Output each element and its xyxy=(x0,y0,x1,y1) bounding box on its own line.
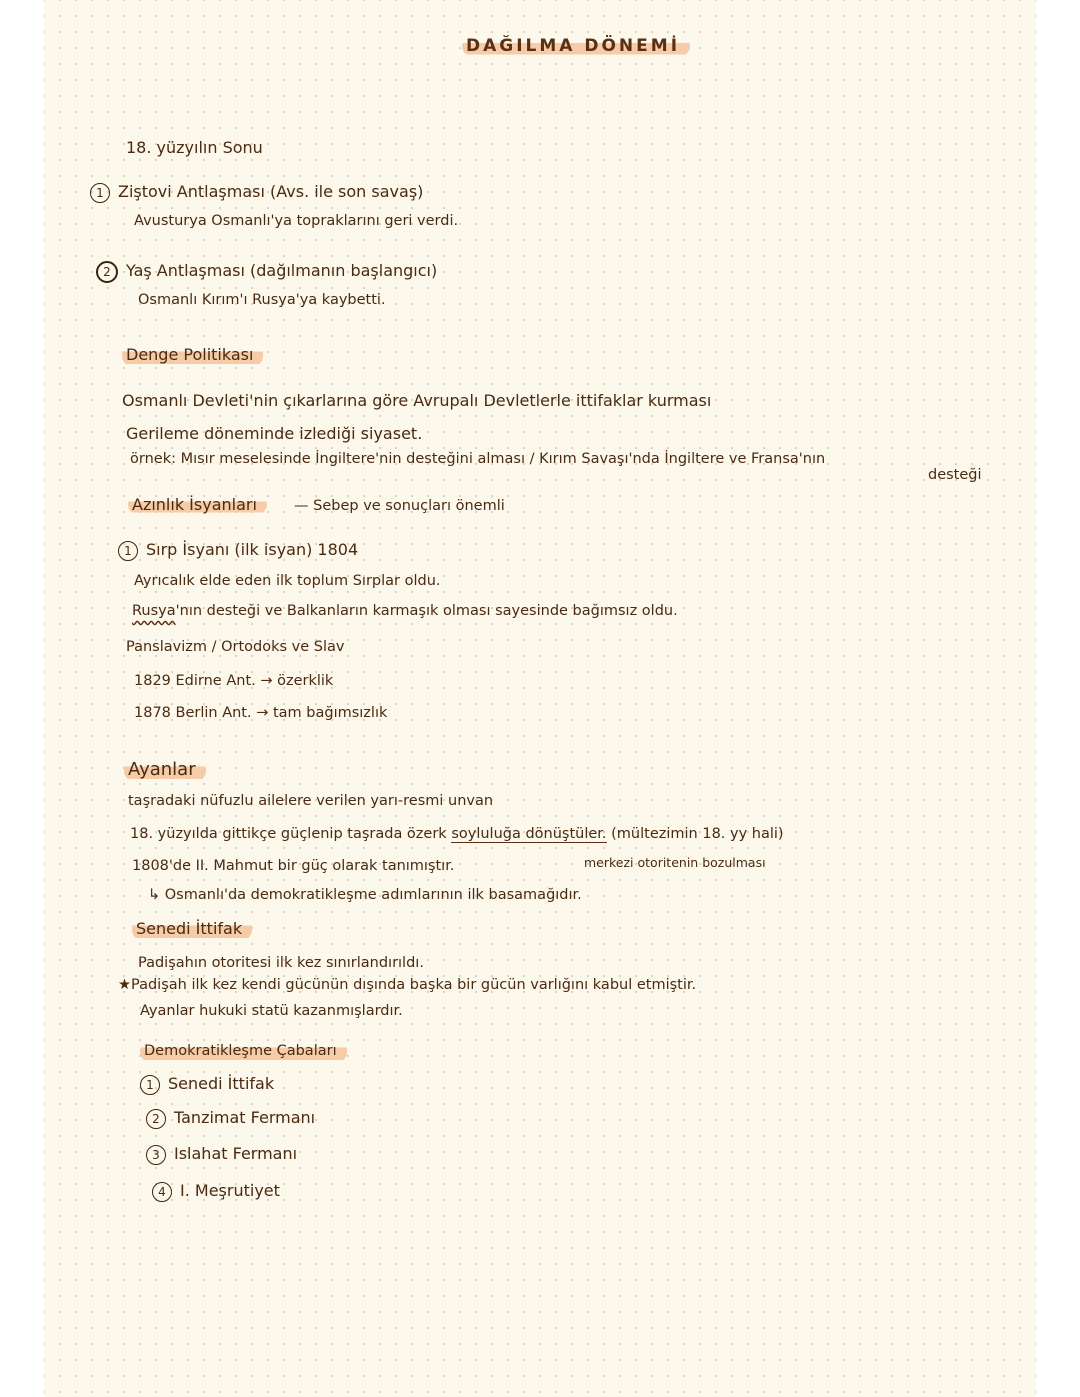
text-fragment: (mültezimin 18. yy hali) xyxy=(606,826,784,842)
text-line: Ayanlar hukuki statü kazanmışlardır. xyxy=(140,1003,403,1019)
number-badge: 1 xyxy=(118,541,138,561)
text-line: 1829 Edirne Ant. → özerklik xyxy=(134,673,334,689)
revolt-heading xyxy=(118,539,358,561)
list-item xyxy=(152,1180,280,1202)
treaty-1 xyxy=(90,181,423,203)
number-badge: 1 xyxy=(140,1075,160,1095)
section-heading-sened: Senedi İttifak xyxy=(132,918,252,940)
text-line: Gerileme döneminde izlediği siyaset. xyxy=(126,424,423,443)
text-line: Panslavizm / Ortodoks ve Slav xyxy=(126,639,345,655)
page-title: DAĞILMA DÖNEMİ xyxy=(462,36,690,56)
section-heading-azinlik: Azınlık İsyanları xyxy=(128,495,267,514)
text-fragment: 18. yüzyılda gittikçe güçlenip taşrada özerk xyxy=(130,826,452,842)
list-item-label: Tanzimat Fermanı xyxy=(174,1108,316,1127)
section-heading-demokrat: Demokratikleşme Çabaları xyxy=(140,1040,347,1062)
list-item-label: Senedi İttifak xyxy=(168,1074,275,1093)
revolt-title: Sırp İsyanı (ilk isyan) 1804 xyxy=(146,540,359,559)
text-line: Padişahın otoritesi ilk kez sınırlandırıldı. xyxy=(138,955,424,971)
text-line: ↳ Osmanlı'da demokratikleşme adımlarının ilk basamağıdır. xyxy=(148,887,582,903)
text-line: Osmanlı Devleti'nin çıkarlarına göre Avrupalı Devletlerle ittifaklar kurması xyxy=(122,391,712,410)
text-fragment: 'nın desteği ve Balkanların karmaşık olması sayesinde bağımsız oldu. xyxy=(175,603,678,619)
section-heading-ayanlar: Ayanlar xyxy=(124,759,206,781)
text-line xyxy=(132,600,678,622)
example-line-end: desteği xyxy=(928,467,982,483)
text-line: ★Padişah ilk kez kendi gücünün dışında başka bir gücün varlığını kabul etmiştir. xyxy=(118,977,697,993)
side-note: merkezi otoritenin bozulması xyxy=(584,855,766,870)
list-item-label: I. Meşrutiyet xyxy=(180,1181,280,1200)
text-line: taşradaki nüfuzlu ailelere verilen yarı-resmi unvan xyxy=(128,793,494,809)
treaty-note: Osmanlı Kırım'ı Rusya'ya kaybetti. xyxy=(138,292,386,308)
underlined-word: Rusya xyxy=(132,603,176,619)
treaty-2 xyxy=(96,260,437,283)
number-badge: 4 xyxy=(152,1182,172,1202)
era-heading: 18. yüzyılın Sonu xyxy=(126,138,263,157)
treaty-note: Avusturya Osmanlı'ya topraklarını geri verdi. xyxy=(134,213,459,229)
treaty-name: Yaş Antlaşması (dağılmanın başlangıcı) xyxy=(126,261,438,280)
underlined-phrase: soyluluğa dönüştüler. xyxy=(451,826,607,842)
heading-note: — Sebep ve sonuçları önemli xyxy=(294,498,505,514)
list-item xyxy=(146,1143,297,1165)
text-line: Ayrıcalık elde eden ilk toplum Sırplar oldu. xyxy=(134,573,441,589)
text-line: 1808'de II. Mahmut bir güç olarak tanımıştır. xyxy=(132,858,455,874)
number-badge: 1 xyxy=(90,183,110,203)
treaty-name: Ziştovi Antlaşması (Avs. ile son savaş) xyxy=(118,182,424,201)
example-line: örnek: Mısır meselesinde İngiltere'nin desteğini alması / Kırım Savaşı'nda İngiltere ve Fransa'nın xyxy=(130,451,826,467)
list-item-label: Islahat Fermanı xyxy=(174,1144,298,1163)
section-heading-denge: Denge Politikası xyxy=(122,344,263,366)
list-item xyxy=(146,1107,315,1129)
text-line: 1878 Berlin Ant. → tam bağımsızlık xyxy=(134,705,388,721)
number-badge: 3 xyxy=(146,1145,166,1165)
number-badge: 2 xyxy=(146,1109,166,1129)
list-item xyxy=(140,1073,274,1095)
section-azinlik xyxy=(128,494,505,517)
text-line xyxy=(130,823,784,845)
number-badge: 2 xyxy=(96,261,118,283)
